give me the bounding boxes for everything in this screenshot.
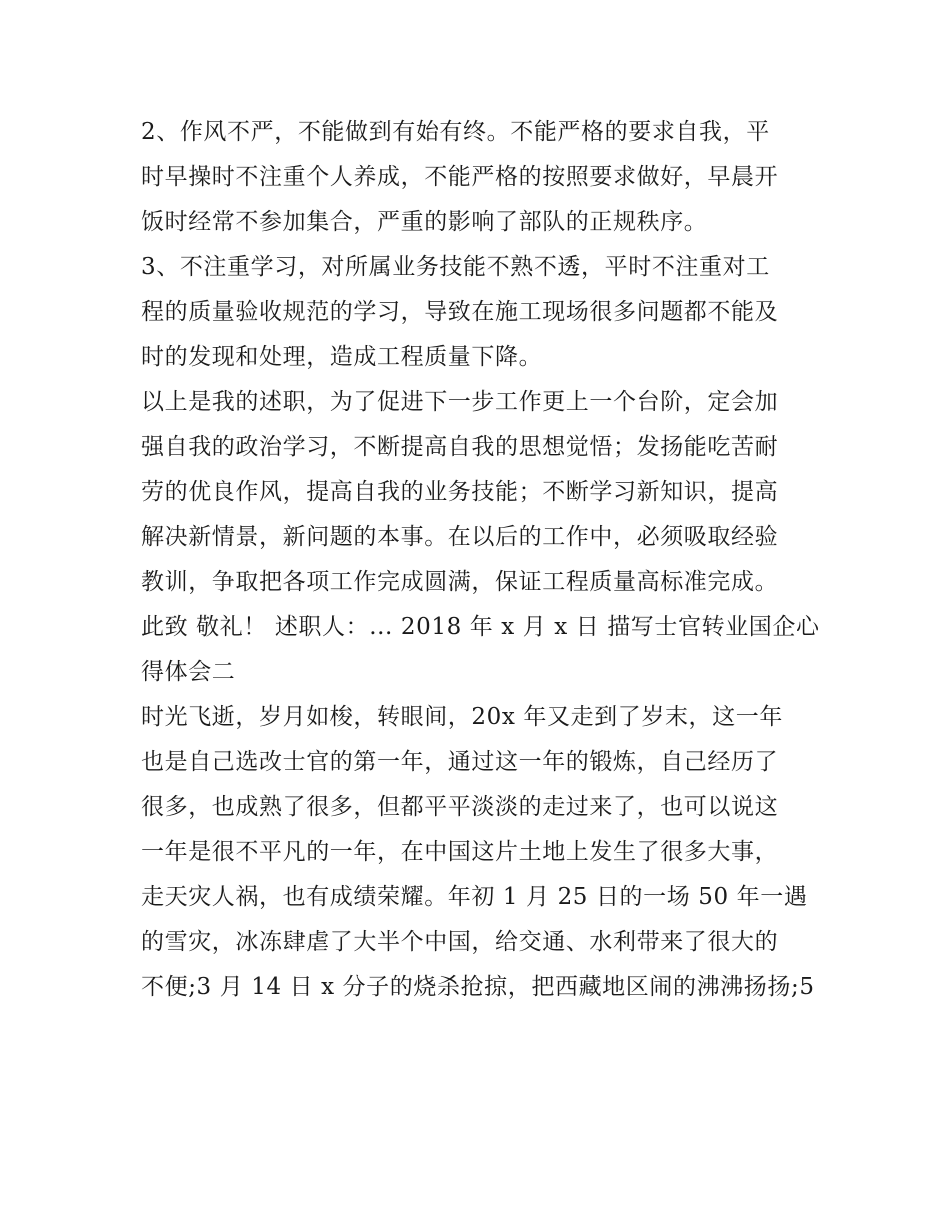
text-line: 很多，也成熟了很多，但都平平淡淡的走过来了，也可以说这 (141, 794, 779, 820)
text-line: 时的发现和处理，造成工程质量下降。 (141, 344, 543, 370)
text-line: 饭时经常不参加集合，严重的影响了部队的正规秩序。 (141, 209, 708, 235)
text-line: 时光飞逝，岁月如梭，转眼间，20x 年又走到了岁末，这一年 (141, 704, 783, 730)
text-line: 劳的优良作风，提高自我的业务技能；不断学习新知识，提高 (141, 479, 779, 505)
text-line: 3、不注重学习，对所属业务技能不熟不透，平时不注重对工 (141, 254, 770, 280)
text-line: 教训，争取把各项工作完成圆满，保证工程质量高标准完成。 (141, 569, 779, 595)
text-line: 走天灾人祸，也有成绩荣耀。年初 1 月 25 日的一场 50 年一遇 (141, 884, 808, 910)
text-line: 强自我的政治学习，不断提高自我的思想觉悟；发扬能吃苦耐 (141, 434, 779, 460)
text-line: 此致 敬礼！ 述职人：... 2018 年 x 月 x 日 描写士官转业国企心 (141, 614, 820, 640)
text-line: 的雪灾，冰冻肆虐了大半个中国，给交通、水利带来了很大的 (141, 929, 779, 955)
text-line: 2、作风不严，不能做到有始有终。不能严格的要求自我，平 (141, 119, 770, 145)
text-line: 一年是很不平凡的一年，在中国这片土地上发生了很多大事， (141, 839, 779, 865)
body-text (141, 110, 821, 1010)
text-line: 以上是我的述职，为了促进下一步工作更上一个台阶，定会加 (141, 389, 779, 415)
text-line: 解决新情景，新问题的本事。在以后的工作中，必须吸取经验 (141, 524, 779, 550)
text-line: 程的质量验收规范的学习，导致在施工现场很多问题都不能及 (141, 299, 779, 325)
text-line: 得体会二 (141, 659, 236, 685)
text-line: 时早操时不注重个人养成，不能严格的按照要求做好，早晨开 (141, 164, 779, 190)
text-line: 也是自己选改士官的第一年，通过这一年的锻炼，自己经历了 (141, 749, 779, 775)
text-line: 不便;3 月 14 日 x 分子的烧杀抢掠，把西藏地区闹的沸沸扬扬;5 (141, 974, 815, 1000)
